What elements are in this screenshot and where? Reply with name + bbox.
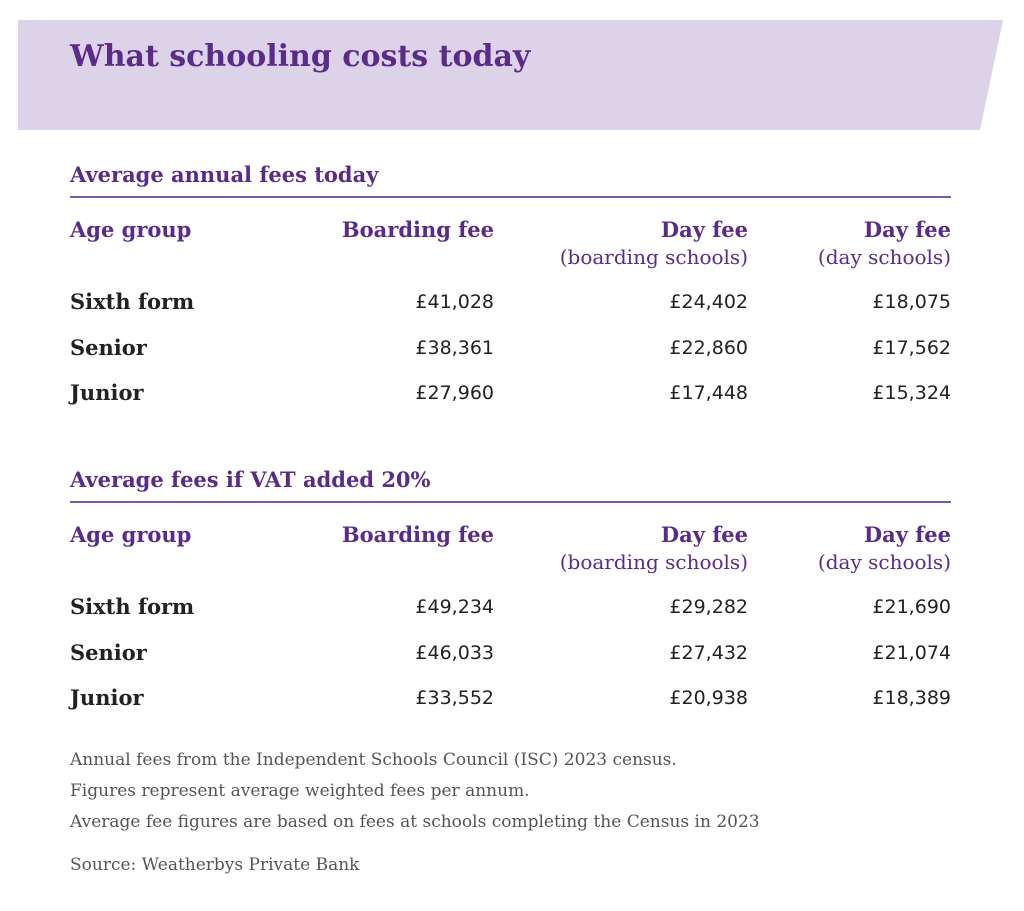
cell-boarding-fee: £33,552 (415, 687, 494, 709)
footnote: Annual fees from the Independent Schools Council (ISC) 2023 census. (70, 750, 677, 770)
col-header-age-group: Age group (70, 217, 192, 242)
row-label-senior: Senior (70, 335, 147, 360)
col-subheader-boarding-schools: (boarding schools) (559, 550, 748, 574)
col-header-day-fee-day: Day fee (863, 522, 951, 547)
cell-day-fee-boarding: £20,938 (669, 687, 748, 709)
section-title: Average annual fees today (70, 160, 951, 198)
cell-day-fee-boarding: £17,448 (669, 382, 748, 404)
fees-today-table (70, 198, 951, 418)
col-subheader-day-schools: (day schools) (817, 550, 951, 574)
cell-boarding-fee: £27,960 (415, 382, 494, 404)
cell-day-fee-day: £15,324 (872, 382, 951, 404)
fees-vat-table (70, 503, 951, 723)
cell-day-fee-boarding: £24,402 (669, 291, 748, 313)
row-label-senior: Senior (70, 640, 147, 665)
row-label-junior: Junior (70, 685, 144, 710)
cell-boarding-fee: £38,361 (415, 337, 494, 359)
source-credit: Source: Weatherbys Private Bank (70, 855, 360, 875)
title-banner (18, 20, 1003, 130)
col-subheader-boarding-schools: (boarding schools) (559, 245, 748, 269)
cell-day-fee-day: £18,075 (872, 291, 951, 313)
row-label-sixth-form: Sixth form (70, 289, 195, 314)
footnote: Average fee figures are based on fees at schools completing the Census in 2023 (70, 812, 760, 832)
footnote: Figures represent average weighted fees per annum. (70, 781, 530, 801)
cell-boarding-fee: £49,234 (415, 596, 494, 618)
col-header-age-group: Age group (70, 522, 192, 547)
cell-day-fee-day: £17,562 (872, 337, 951, 359)
cell-day-fee-day: £21,074 (872, 642, 951, 664)
cell-boarding-fee: £41,028 (415, 291, 494, 313)
fees-today-section (70, 160, 951, 418)
col-header-boarding-fee: Boarding fee (341, 217, 494, 242)
cell-boarding-fee: £46,033 (415, 642, 494, 664)
col-header-boarding-fee: Boarding fee (341, 522, 494, 547)
col-header-day-fee-boarding: Day fee (660, 522, 748, 547)
cell-day-fee-day: £21,690 (872, 596, 951, 618)
cell-day-fee-day: £18,389 (872, 687, 951, 709)
fees-vat-section (70, 465, 951, 723)
cell-day-fee-boarding: £22,860 (669, 337, 748, 359)
col-header-day-fee-boarding: Day fee (660, 217, 748, 242)
col-subheader-day-schools: (day schools) (817, 245, 951, 269)
row-label-junior: Junior (70, 380, 144, 405)
cell-day-fee-boarding: £27,432 (669, 642, 748, 664)
banner-background (18, 20, 1003, 130)
row-label-sixth-form: Sixth form (70, 594, 195, 619)
col-header-day-fee-day: Day fee (863, 217, 951, 242)
section-title: Average fees if VAT added 20% (70, 465, 951, 503)
cell-day-fee-boarding: £29,282 (669, 596, 748, 618)
page-title: What schooling costs today (70, 39, 531, 74)
footnotes (70, 746, 970, 879)
